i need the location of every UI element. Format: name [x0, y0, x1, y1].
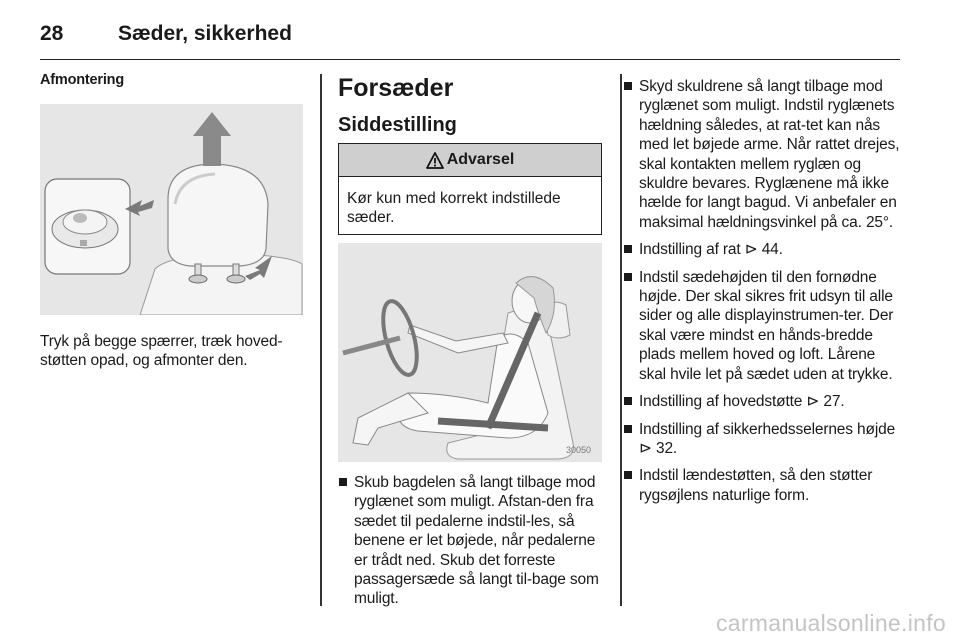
left-column	[40, 72, 304, 88]
bullet-item: Indstilling af sikkerhedsselernes højde ⊳ 32.	[623, 420, 905, 459]
column-divider-right	[620, 74, 622, 606]
bullet-item: Skub bagdelen så langt tilbage mod ryglænet som muligt. Afstan-den fra sædet til pedalerne indstil-les, så benene er let bøjede, når pedalerne er trådt ned. Skub det forreste passagersæde så langt til-bage som muligt.	[338, 473, 602, 609]
front-seats-heading: Forsæder	[338, 74, 454, 102]
figure-number: 30050	[566, 445, 592, 455]
page-header	[40, 14, 900, 60]
bullet-item: Skyd skuldrene så langt tilbage mod ryglænet som muligt. Indstil ryglænets hældning således, at rat-tet kan nås med let bøjede arme. Når rattet drejes, skal kontakten mellem ryglæn og skuldre bevares. Ryglænene må ikke hælde for langt bagud. Vi anbefaler en maksimal hældningsvinkel på ca. 25°.	[623, 77, 905, 232]
column-divider-left	[320, 74, 322, 606]
warning-triangle-icon	[426, 152, 444, 169]
warning-title-bar	[339, 144, 601, 177]
page-number: 28	[40, 22, 64, 45]
warning-box	[338, 143, 602, 235]
bullet-item: Indstilling af rat ⊳ 44.	[623, 240, 905, 259]
section-title: Sæder, sikkerhed	[118, 22, 292, 45]
adjustment-bullet-list	[623, 77, 905, 505]
seating-bullet-list	[338, 473, 602, 609]
bullet-item: Indstilling af hovedstøtte ⊳ 27.	[623, 392, 905, 411]
driver-seating-illustration	[338, 243, 602, 462]
driver-seating-drawing	[338, 243, 602, 462]
watermark: carmanualsonline.info	[715, 610, 946, 636]
warning-title: Advarsel	[446, 151, 515, 168]
bullet-item: Indstil lændestøtten, så den støtter rygsøjlens naturlige form.	[623, 466, 905, 505]
warning-text: Kør kun med korrekt indstillede sæder.	[347, 190, 561, 227]
removal-instructions: Tryk på begge spærrer, træk hoved-støtten opad, og afmonter den.	[40, 333, 283, 370]
removal-heading: Afmontering	[40, 72, 124, 88]
right-column	[623, 77, 905, 513]
seating-position-heading: Siddestilling	[338, 114, 457, 136]
bullet-item: Indstil sædehøjden til den fornødne højde. Der skal sikres frit udsyn til alle sider og alle displayinstrumen-ter. Der skal være mindst en hånds-bredde plads mellem hoved og loft. Lårene skal hvile let på sædet uden at trykke.	[623, 268, 905, 384]
headrest-removal-drawing	[40, 104, 303, 315]
headrest-removal-illustration	[40, 104, 303, 315]
left-column-text	[40, 332, 304, 371]
middle-column-bullets	[338, 473, 602, 617]
